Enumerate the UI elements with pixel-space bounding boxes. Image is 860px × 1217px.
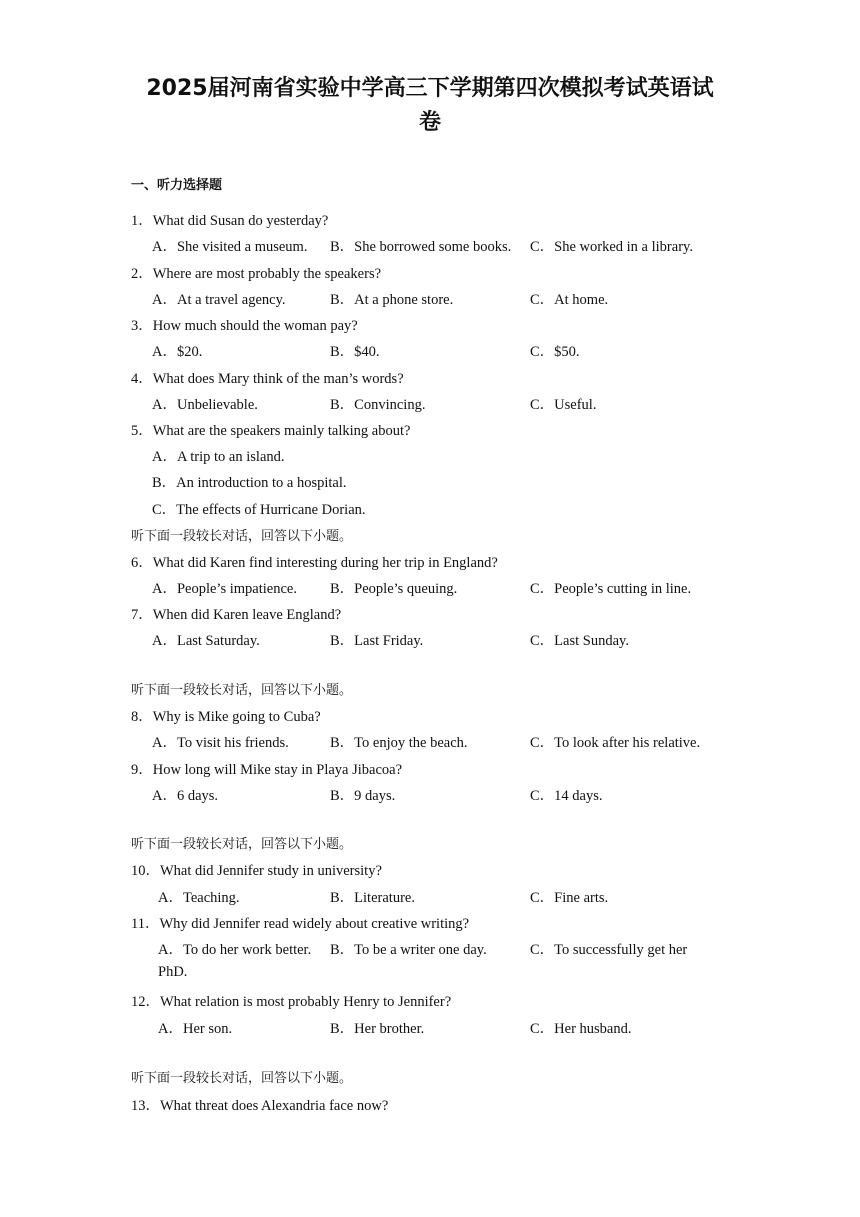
section-heading: 一、听力选择题 <box>131 178 223 193</box>
option-6c: C．People’s cutting in line. <box>530 581 692 597</box>
option-1b: B．She borrowed some books. <box>330 239 512 255</box>
option-11a: A．To do her work better. <box>158 942 312 958</box>
option-3c: C．$50. <box>530 344 580 360</box>
title-line-2: 卷 <box>418 110 441 135</box>
option-11b: B．To be a writer one day. <box>330 942 487 958</box>
option-2c: C．At home. <box>530 292 609 308</box>
question-8: 8．Why is Mike going to Cuba? <box>131 709 321 725</box>
option-7b: B．Last Friday. <box>330 633 424 649</box>
option-11c-continuation: PhD. <box>158 964 188 980</box>
option-4b: B．Convincing. <box>330 397 426 413</box>
question-5: 5．What are the speakers mainly talking about? <box>131 423 411 439</box>
dialogue-intro-4: 听下面一段较长对话，回答以下小题。 <box>131 1071 353 1086</box>
question-9: 9．How long will Mike stay in Playa Jibacoa? <box>131 762 403 778</box>
option-10c: C．Fine arts. <box>530 890 609 906</box>
option-3b: B．$40. <box>330 344 380 360</box>
question-11: 11．Why did Jennifer read widely about creative writing? <box>131 916 470 932</box>
question-10: 10．What did Jennifer study in university? <box>131 863 382 879</box>
title-line-1: 2025届河南省实验中学高三下学期第四次模拟考试英语试 <box>146 76 714 101</box>
dialogue-intro-1: 听下面一段较长对话，回答以下小题。 <box>131 529 353 544</box>
document-title <box>100 72 760 140</box>
option-4a: A．Unbelievable. <box>152 397 258 413</box>
question-6: 6．What did Karen find interesting during her trip in England? <box>131 555 498 571</box>
option-2a: A．At a travel agency. <box>152 292 286 308</box>
option-5c: C．The effects of Hurricane Dorian. <box>152 502 366 518</box>
option-1c: C．She worked in a library. <box>530 239 693 255</box>
option-8a: A．To visit his friends. <box>152 735 289 751</box>
option-1a: A．She visited a museum. <box>152 239 308 255</box>
option-9b: B．9 days. <box>330 788 396 804</box>
dialogue-intro-2: 听下面一段较长对话，回答以下小题。 <box>131 683 353 698</box>
option-4c: C．Useful. <box>530 397 597 413</box>
question-13: 13．What threat does Alexandria face now? <box>131 1098 389 1114</box>
option-5b: B．An introduction to a hospital. <box>152 475 347 491</box>
option-8c: C．To look after his relative. <box>530 735 701 751</box>
option-9c: C．14 days. <box>530 788 603 804</box>
option-2b: B．At a phone store. <box>330 292 454 308</box>
question-7: 7．When did Karen leave England? <box>131 607 342 623</box>
option-7c: C．Last Sunday. <box>530 633 629 649</box>
option-6a: A．People’s impatience. <box>152 581 297 597</box>
question-3: 3．How much should the woman pay? <box>131 318 358 334</box>
option-12c: C．Her husband. <box>530 1021 632 1037</box>
option-9a: A．6 days. <box>152 788 219 804</box>
option-11c: C．To successfully get her <box>530 942 688 958</box>
option-10a: A．Teaching. <box>158 890 240 906</box>
question-2: 2．Where are most probably the speakers? <box>131 266 382 282</box>
option-3a: A．$20. <box>152 344 203 360</box>
option-7a: A．Last Saturday. <box>152 633 260 649</box>
dialogue-intro-3: 听下面一段较长对话，回答以下小题。 <box>131 837 353 852</box>
option-8b: B．To enjoy the beach. <box>330 735 468 751</box>
question-12: 12．What relation is most probably Henry to Jennifer? <box>131 994 452 1010</box>
option-10b: B．Literature. <box>330 890 415 906</box>
option-12b: B．Her brother. <box>330 1021 425 1037</box>
question-1: 1．What did Susan do yesterday? <box>131 213 329 229</box>
question-4: 4．What does Mary think of the man’s words? <box>131 371 404 387</box>
option-5a: A．A trip to an island. <box>152 449 285 465</box>
option-6b: B．People’s queuing. <box>330 581 458 597</box>
option-12a: A．Her son. <box>158 1021 233 1037</box>
